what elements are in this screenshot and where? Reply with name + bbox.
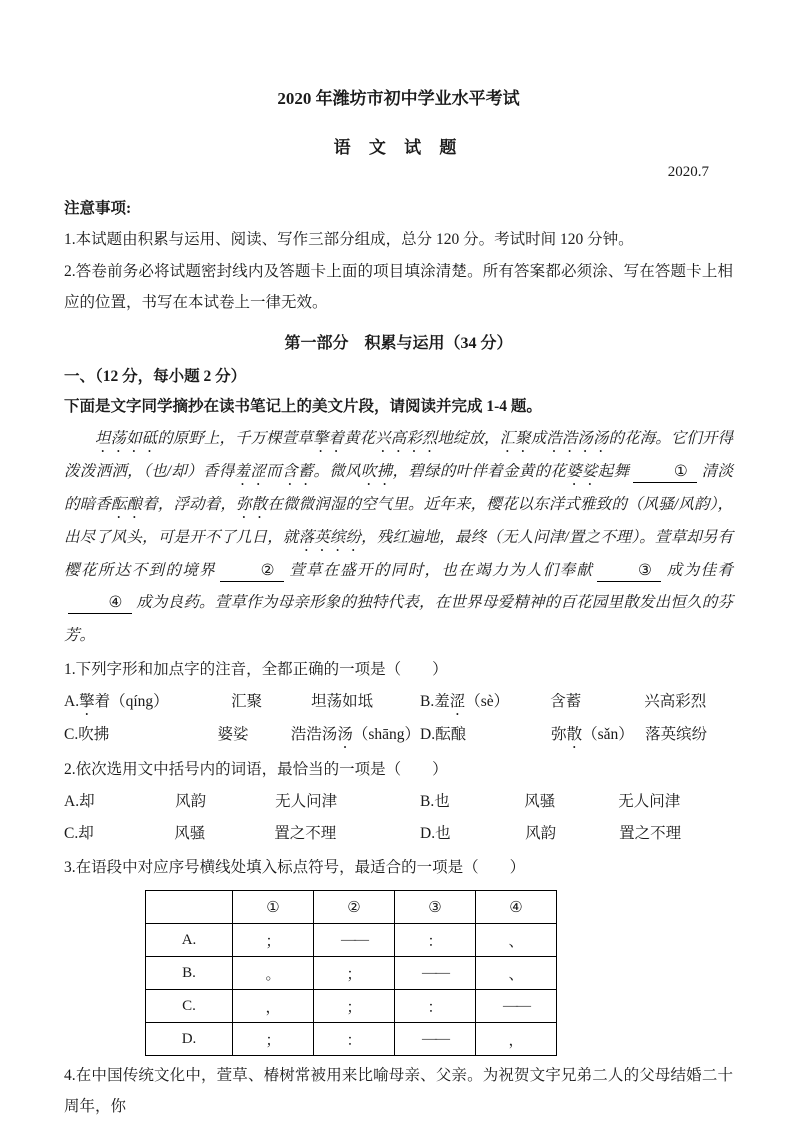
passage-segment: 羞 [434,693,450,710]
passage-segment: 起舞 [597,462,630,480]
table-row [146,990,557,1023]
punct-cell: ： [395,990,476,1023]
emphasized-text: 擎着 [312,429,344,447]
option-word [434,686,550,719]
question-2-options [64,786,733,850]
table-row [146,924,557,957]
option-word [645,719,707,752]
option-word [79,686,231,719]
column-header-cell: ② [314,891,395,924]
column-header-cell: ④ [476,891,557,924]
punct-cell: ； [233,1023,314,1056]
option-word: 风韵 [525,825,557,842]
emphasized-text: 落英缤纷 [298,528,362,546]
part-title: 第一部分 积累与运用（34 分） [284,334,513,352]
dash-mark: —— [422,1030,448,1047]
passage-segment: 在微微润湿的空气里。近年来，樱花以东洋式雅致的（风骚/风韵），出尽了风头，可是开不了几日，就 [64,495,733,546]
passage-segment: 萱草在盛开的同时，也在竭力为人们奉献 [288,561,594,579]
row-label-cell: C. [146,990,233,1023]
emphasized-text: 坦荡如砥 [95,429,158,447]
passage-text [64,423,733,653]
row-label-cell: A. [146,924,233,957]
exam-date: 2020.7 [667,164,709,180]
option-C [64,719,420,752]
option-A [64,786,420,818]
passage-segment: 坦荡如坻 [311,693,374,710]
punct-cell: ； [314,957,395,990]
option-word [218,719,291,752]
punct-cell: ： [395,924,476,957]
passage-segment: （sè） [465,693,510,710]
option-word: 也 [434,793,450,810]
emphasized-text: 浩浩汤汤 [546,429,609,447]
option-label: C. [64,825,79,842]
passage-segment: 。微风 [313,462,361,480]
blank-③: ③ [597,561,661,582]
passage-segment: 着，浮动着， [142,495,237,513]
option-label: D. [420,825,436,842]
punctuation-table [145,890,557,1056]
blank-①: ① [633,462,697,483]
punct-cell: ； [314,990,395,1023]
blank-④: ④ [68,593,132,614]
option-word: 置之不理 [619,825,682,842]
emphasized-text: 含蓄 [281,462,314,480]
dash-mark: —— [422,964,448,981]
option-word [550,686,644,719]
option-label: A. [64,793,80,810]
passage-segment: ，残红遍地，最终（无人问津/置之不理）。萱草却另有樱花所达不到的境界 [64,528,733,579]
question-3-stem: 3.在语段中对应序号横线处填入标点符号，最适合的一项是（ ） [64,859,526,876]
emphasized-text: 汇聚 [499,429,531,447]
option-A [64,686,420,719]
option-B [420,686,733,719]
notice-item-1: 1.本试题由积累与运用、阅读、写作三部分组成，总分 120 分。考试时间 120 分钟。 [64,231,634,248]
emphasized-text: 散 [566,726,583,743]
question-4-stem: 4.在中国传统文化中，萱草、椿树常被用来比喻母亲、父亲。为祝贺文宇兄弟二人的父母结婚二十周年，你 [64,1067,733,1115]
passage-segment: （shāng） [352,726,420,743]
emphasized-text: 婆娑 [566,462,598,480]
option-word [311,686,373,719]
punct-cell [395,1023,476,1056]
passage-intro: 下面是文字同学摘抄在读书笔记上的美文片段，请阅读并完成 1-4 题。 [64,397,542,415]
punct-cell: ； [233,924,314,957]
emphasized-text: 擎 [79,693,95,710]
punct-cell [395,957,476,990]
table-row [146,957,557,990]
question-1-options [64,686,733,752]
row-label-cell: D. [146,1023,233,1056]
option-word [78,719,217,752]
passage-segment: 而 [266,462,282,480]
option-word: 也 [435,825,451,842]
option-word: 风骚 [174,825,206,842]
row-label-cell: B. [146,957,233,990]
column-header-cell: ③ [395,891,476,924]
option-word: 却 [78,825,94,842]
punct-cell: 、 [476,957,557,990]
option-D [420,818,733,850]
option-label: B. [420,793,435,810]
passage-segment: 吹拂 [78,726,110,743]
passage-segment: 含蓄 [550,693,582,710]
emphasized-text: 酝酿 [110,495,143,513]
option-B [420,786,733,818]
blank-②: ② [220,561,284,582]
question-2-stem: 2.依次选用文中括号内的词语，最恰当的一项是（ ） [64,761,448,778]
dash-mark: —— [503,997,529,1014]
notice-item-2: 2.答卷前务必将试题密封线内及答题卡上面的项目填涂清楚。所有答案都必须涂、写在答题卡上相应的位置，书写在本试卷上一律无效。 [64,262,733,311]
passage-segment: 弥 [551,726,567,743]
option-word [551,719,645,752]
punct-cell: ， [233,990,314,1023]
table-header-row [146,891,557,924]
punct-cell [476,990,557,1023]
column-header-cell [146,891,233,924]
option-word [231,686,311,719]
option-label: B. [420,693,435,710]
table-row [146,1023,557,1056]
option-label: A. [64,693,80,710]
emphasized-text: 吹拂 [360,462,393,480]
option-D [420,719,733,752]
option-word: 无人问津 [275,793,338,810]
notice-heading: 注意事项: [64,200,132,217]
passage-segment: 成为良药。萱草作为母亲形象的独特代表，在世界母爱精神的百花园里散发出恒久的芬芳。 [64,594,733,644]
passage-segment: 兴高彩烈 [644,693,707,710]
section-heading: 一、（12 分，每小题 2 分） [64,367,247,385]
passage-segment: 清淡的暗香 [64,462,733,513]
passage-segment: 落英缤纷 [645,726,708,743]
passage-segment: 成 [530,429,547,447]
option-word: 风韵 [175,793,207,810]
option-word [291,719,420,752]
punct-cell: ， [476,1023,557,1056]
emphasized-text: 汤 [337,726,353,743]
option-word: 风骚 [524,793,556,810]
passage-segment: 婆娑 [217,726,249,743]
emphasized-text: 弥散 [236,495,268,513]
punct-cell [314,924,395,957]
punct-cell: 。 [233,957,314,990]
dash-mark: —— [341,931,367,948]
option-word [435,719,551,752]
option-word: 无人问津 [618,793,681,810]
question-1-stem: 1.下列字形和加点字的注音，全都正确的一项是（ ） [64,661,448,678]
passage-segment: 黄花 [343,429,376,447]
passage-segment: 成为佳肴 [665,561,733,579]
exam-title: 2020 年潍坊市初中学业水平考试 [277,89,520,108]
passage-segment: 浩浩汤 [290,726,338,743]
passage-segment: ，碧绿的叶伴着金黄的花 [392,462,567,480]
emphasized-text: 涩 [449,693,466,710]
passage-segment: 的花海。它们开得泼泼洒洒，（也/却）香得 [64,429,733,480]
option-label: D. [420,726,436,743]
punct-cell: 、 [476,924,557,957]
option-word: 置之不理 [274,825,337,842]
option-C [64,818,420,850]
emphasized-text: 羞涩 [234,462,267,480]
passage-segment: 着（qíng） [94,693,169,710]
passage-segment: 酝酿 [435,726,467,743]
exam-subtitle: 语 文 试 题 [333,138,464,157]
option-word: 却 [79,793,95,810]
passage-segment: 的原野上，千万棵萱草 [157,429,313,447]
column-header-cell: ① [233,891,314,924]
option-label: C. [64,726,79,743]
punct-cell: ： [314,1023,395,1056]
passage-segment: （sǎn） [582,726,634,743]
passage-segment: 地绽放， [437,429,500,447]
option-word [644,686,706,719]
passage-segment: 汇聚 [231,693,263,710]
emphasized-text: 兴高彩烈 [375,429,438,447]
